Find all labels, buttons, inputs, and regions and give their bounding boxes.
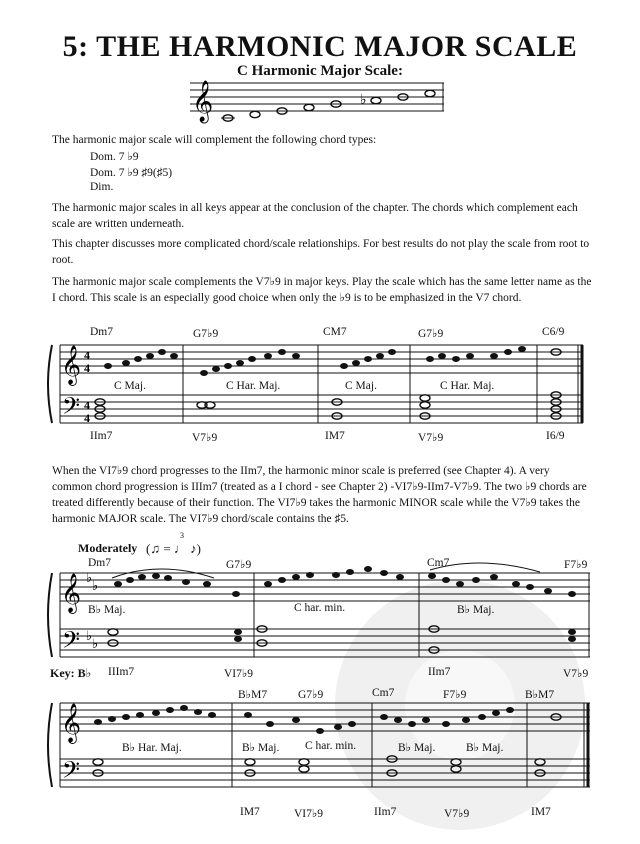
bass-clef-icon: 𝄢 xyxy=(62,626,81,659)
chord-type-1: Dom. 7 ♭9 xyxy=(90,151,139,163)
ex2-l1-chord-4: F7♭9 xyxy=(564,559,588,571)
ex1-chord-3: CM7 xyxy=(323,326,347,338)
svg-text:4: 4 xyxy=(84,398,90,412)
treble-clef-icon: 𝄞 xyxy=(192,81,214,122)
tempo-marking: Moderately xyxy=(78,541,138,555)
ex1-numeral-2: V7♭9 xyxy=(192,432,218,444)
ex2-l1-scale-1: B♭ Maj. xyxy=(88,604,126,616)
paragraph-2: This chapter discusses more complicated chord/scale relationships. For best results do not play the scale from root to root. xyxy=(52,238,590,266)
ex1-chord-1: Dm7 xyxy=(90,326,113,338)
ex2-l1-numeral-4: V7♭9 xyxy=(563,668,589,680)
ex2-l2-numeral-3: IIm7 xyxy=(374,806,397,818)
ex2-l1-scale-2: C har. min. xyxy=(294,602,346,614)
paragraph-3: The harmonic major scale complements the V7♭9 in major keys. Play the scale which has the same letter name as the I chord. This scale is an especially good choice when only the ♭9 is to be emphasized in the V7 chord. xyxy=(52,276,592,304)
ex2-l2-melody-notes xyxy=(94,705,514,734)
ex2-l1-scale-3: B♭ Maj. xyxy=(457,604,495,616)
ex1-scale-4: C Har. Maj. xyxy=(440,380,495,392)
ex2-l1-chord-1: Dm7 xyxy=(88,557,111,569)
ex2-l2-numeral-1: IM7 xyxy=(240,806,260,818)
key-label: Key: B♭ xyxy=(50,666,92,680)
ex2-l1-numeral-2: VI7♭9 xyxy=(224,668,254,680)
ex1-chord-4: G7♭9 xyxy=(418,328,444,340)
treble-clef-icon: 𝄞 xyxy=(61,345,82,385)
ex1-chord-5: C6/9 xyxy=(542,326,565,338)
key-flat-icon: ♭ xyxy=(92,637,99,652)
ex1-numeral-4: V7♭9 xyxy=(418,432,444,444)
key-flat-icon: ♭ xyxy=(92,579,99,594)
flat-icon: ♭ xyxy=(360,92,367,108)
ex2-l1-numeral-3: IIm7 xyxy=(428,666,451,678)
ex2-l1-chord-2: G7♭9 xyxy=(226,559,252,571)
ex2-l2-scale-3: C har. min. xyxy=(305,740,357,752)
ex1-chord-2: G7♭9 xyxy=(193,328,219,340)
ex2-l2-chord-2: G7♭9 xyxy=(298,689,324,701)
paragraph-4: When the VI7♭9 chord progresses to the IIm7, the harmonic minor scale is preferred (see Chapter 4). A very common chord progression is IIIm7 (treated as a I chord - see Chapter 2) -VI7♭9-IIm7-V7♭9. The two ♭9 chords are treated differently because of their function. The VI7♭9 takes the harmonic MINOR scale while the V7♭9 takes the harmonic MAJOR scale. The VI7♭9 chord/scale contains the ♯5. xyxy=(52,465,587,525)
intro-text: The harmonic major scale will complement the following chord types: xyxy=(52,134,377,146)
ex2-l2-numeral-2: VI7♭9 xyxy=(294,808,324,820)
paragraph-1: The harmonic major scales in all keys appear at the conclusion of the chapter. The chords which complement each scale are written underneath. xyxy=(52,202,578,230)
swing-marking: (♫ = ♩ ♪) xyxy=(146,541,201,556)
ex2-l2-chord-1: B♭M7 xyxy=(238,689,268,701)
ex2-l2-scale-1: B♭ Har. Maj. xyxy=(122,742,182,754)
ex2-l1-numeral-1: IIIm7 xyxy=(108,666,135,678)
ex1-numeral-3: IM7 xyxy=(325,430,345,442)
key-flat-icon: ♭ xyxy=(86,571,93,586)
ex2-l2-numeral-5: IM7 xyxy=(531,806,551,818)
bass-clef-icon: 𝄢 xyxy=(62,756,81,789)
time-signature-top: 4 xyxy=(84,348,90,362)
ex1-scale-2: C Har. Maj. xyxy=(226,380,281,392)
ex2-l2-numeral-4: V7♭9 xyxy=(444,808,470,820)
ex2-l2-scale-4: B♭ Maj. xyxy=(398,742,436,754)
ex2-l2-chord-3: Cm7 xyxy=(372,687,395,699)
ex2-l2-scale-5: B♭ Maj. xyxy=(466,742,504,754)
treble-clef-icon: 𝄞 xyxy=(61,703,82,743)
ex2-l1-chord-3: Cm7 xyxy=(427,557,450,569)
time-signature-bottom: 4 xyxy=(84,361,90,375)
swing-triplet: 3 xyxy=(180,531,184,540)
treble-clef-icon: 𝄞 xyxy=(61,573,82,613)
ex2-l2-chord-4: F7♭9 xyxy=(443,689,467,701)
chord-type-3: Dim. xyxy=(90,181,114,193)
ex1-numeral-5: I6/9 xyxy=(546,430,565,442)
page-title: 5: THE HARMONIC MAJOR SCALE xyxy=(62,30,578,63)
key-flat-icon: ♭ xyxy=(86,629,93,644)
ex1-scale-3: C Maj. xyxy=(345,380,377,392)
ex1-scale-1: C Maj. xyxy=(114,380,146,392)
scale-subtitle: C Harmonic Major Scale: xyxy=(237,63,403,79)
ex2-l2-chord-5: B♭M7 xyxy=(525,689,555,701)
svg-text:4: 4 xyxy=(84,411,90,425)
chord-type-2: Dom. 7 ♭9 ♯9(♯5) xyxy=(90,167,173,179)
ex2-l2-scale-2: B♭ Maj. xyxy=(242,742,280,754)
bass-clef-icon: 𝄢 xyxy=(62,392,81,425)
ex1-numeral-1: IIm7 xyxy=(90,430,113,442)
